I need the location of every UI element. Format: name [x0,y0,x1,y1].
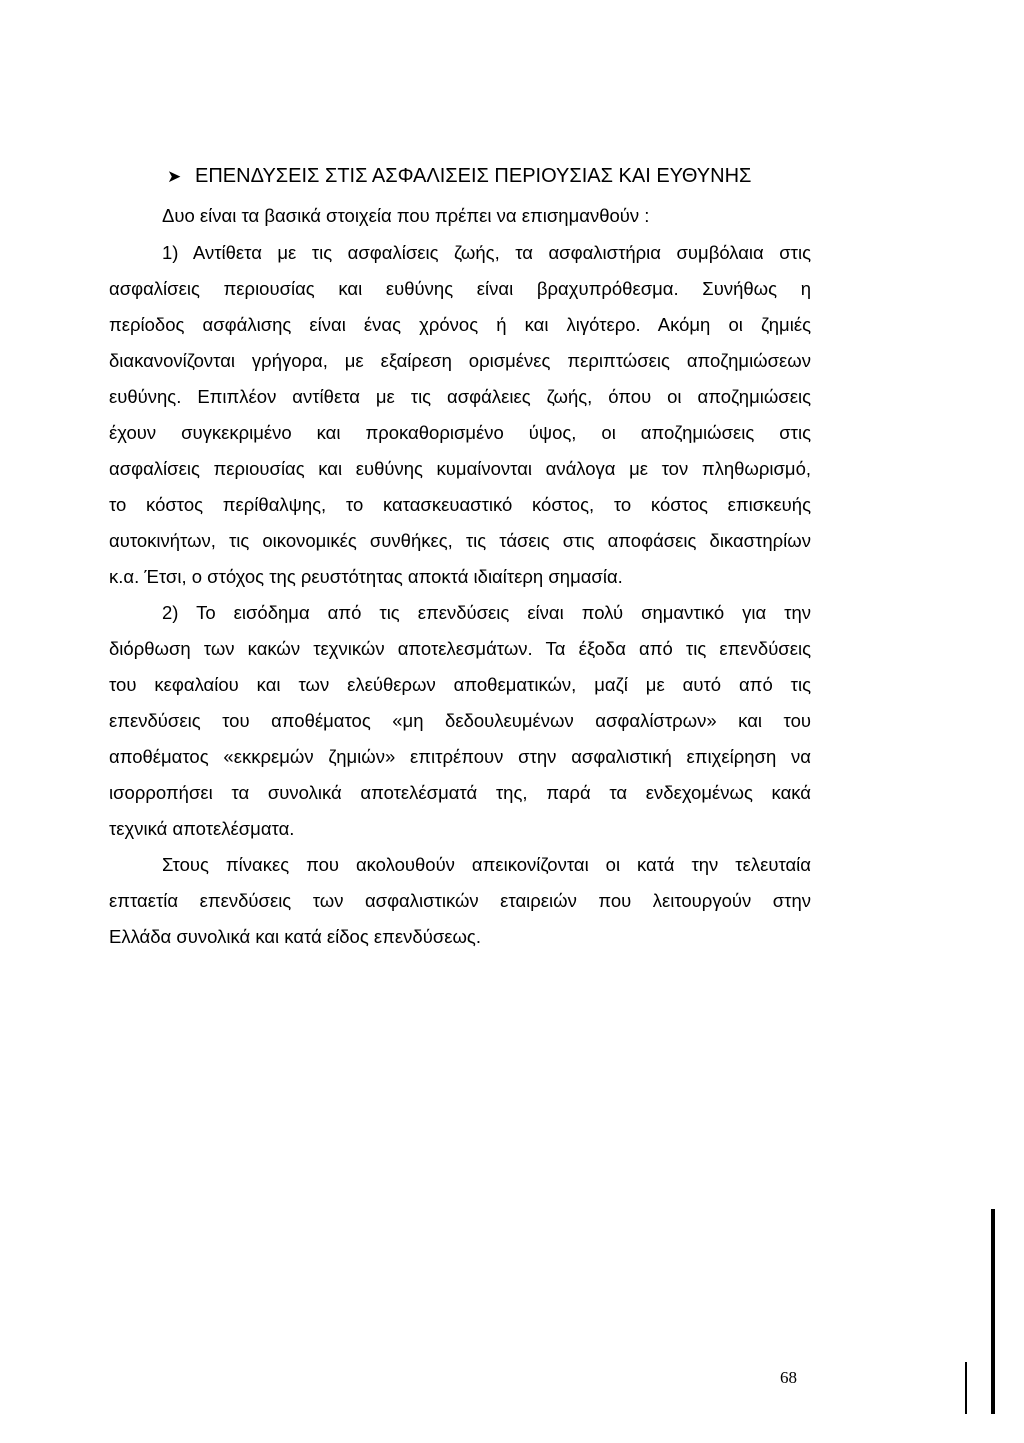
paragraph-line: επενδύσεις του αποθέματος «μη δεδουλευμένων ασφαλίστρων» και του [109,710,811,731]
margin-rule [991,1209,995,1414]
paragraph-line: του κεφαλαίου και των ελεύθερων αποθεματικών, μαζί με αυτό από τις [109,674,811,695]
paragraph-line: ασφαλίσεις περιουσίας και ευθύνης κυμαίνονται ανάλογα με τον πληθωρισμό, [109,458,811,479]
paragraph-line: ευθύνης. Επιπλέον αντίθετα με τις ασφάλειες ζωής, όπου οι αποζημιώσεις [109,386,811,407]
section-heading [167,162,751,191]
paragraph-line: διακανονίζονται γρήγορα, με εξαίρεση ορισμένες περιπτώσεις αποζημιώσεων [109,350,811,371]
paragraph-line: Στους πίνακες που ακολουθούν απεικονίζονται οι κατά την τελευταία [162,854,811,875]
paragraph-line: Ελλάδα συνολικά και κατά είδος επενδύσεως. [109,926,481,947]
section-heading-text: ΕΠΕΝΔΥΣΕΙΣ ΣΤΙΣ ΑΣΦΑΛΙΣΕΙΣ ΠΕΡΙΟΥΣΙΑΣ ΚΑΙ ΕΥΘΥΝΗΣ [195,165,752,187]
paragraph-line: ασφαλίσεις περιουσίας και ευθύνης είναι βραχυπρόθεσμα. Συνήθως η [109,278,811,299]
paragraph-line: τεχνικά αποτελέσματα. [109,818,295,839]
arrow-bullet-icon: ➤ [167,167,182,186]
paragraph-line: διόρθωση των κακών τεχνικών αποτελεσμάτων. Τα έξοδα από τις επενδύσεις [109,638,811,659]
paragraph-line: Δυο είναι τα βασικά στοιχεία που πρέπει να επισημανθούν : [162,205,650,226]
paragraph-line: κ.α. Έτσι, ο στόχος της ρευστότητας αποκτά ιδιαίτερη σημασία. [109,566,623,587]
paragraph-line: 1) Αντίθετα με τις ασφαλίσεις ζωής, τα ασφαλιστήρια συμβόλαια στις [162,242,811,263]
paragraph-line: το κόστος περίθαλψης, το κατασκευαστικό κόστος, το κόστος επισκευής [109,494,811,515]
paragraph-line: 2) Το εισόδημα από τις επενδύσεις είναι πολύ σημαντικό για την [162,602,811,623]
paragraph-line: αποθέματος «εκκρεμών ζημιών» επιτρέπουν στην ασφαλιστική επιχείρηση να [109,746,811,767]
margin-rule-short [965,1362,967,1414]
paragraph-line: έχουν συγκεκριμένο και προκαθορισμένο ύψος, οι αποζημιώσεις στις [109,422,811,443]
paragraph-line: ισορροπήσει τα συνολικά αποτελέσματά της, παρά τα ενδεχομένως κακά [109,782,811,803]
paragraph-line: αυτοκινήτων, τις οικονομικές συνθήκες, τις τάσεις στις αποφάσεις δικαστηρίων [109,530,811,551]
paragraph-line: επταετία επενδύσεις των ασφαλιστικών εταιρειών που λειτουργούν στην [109,890,811,911]
paragraph-line: περίοδος ασφάλισης είναι ένας χρόνος ή και λιγότερο. Ακόμη οι ζημιές [109,314,811,335]
page-number: 68 [780,1368,797,1387]
